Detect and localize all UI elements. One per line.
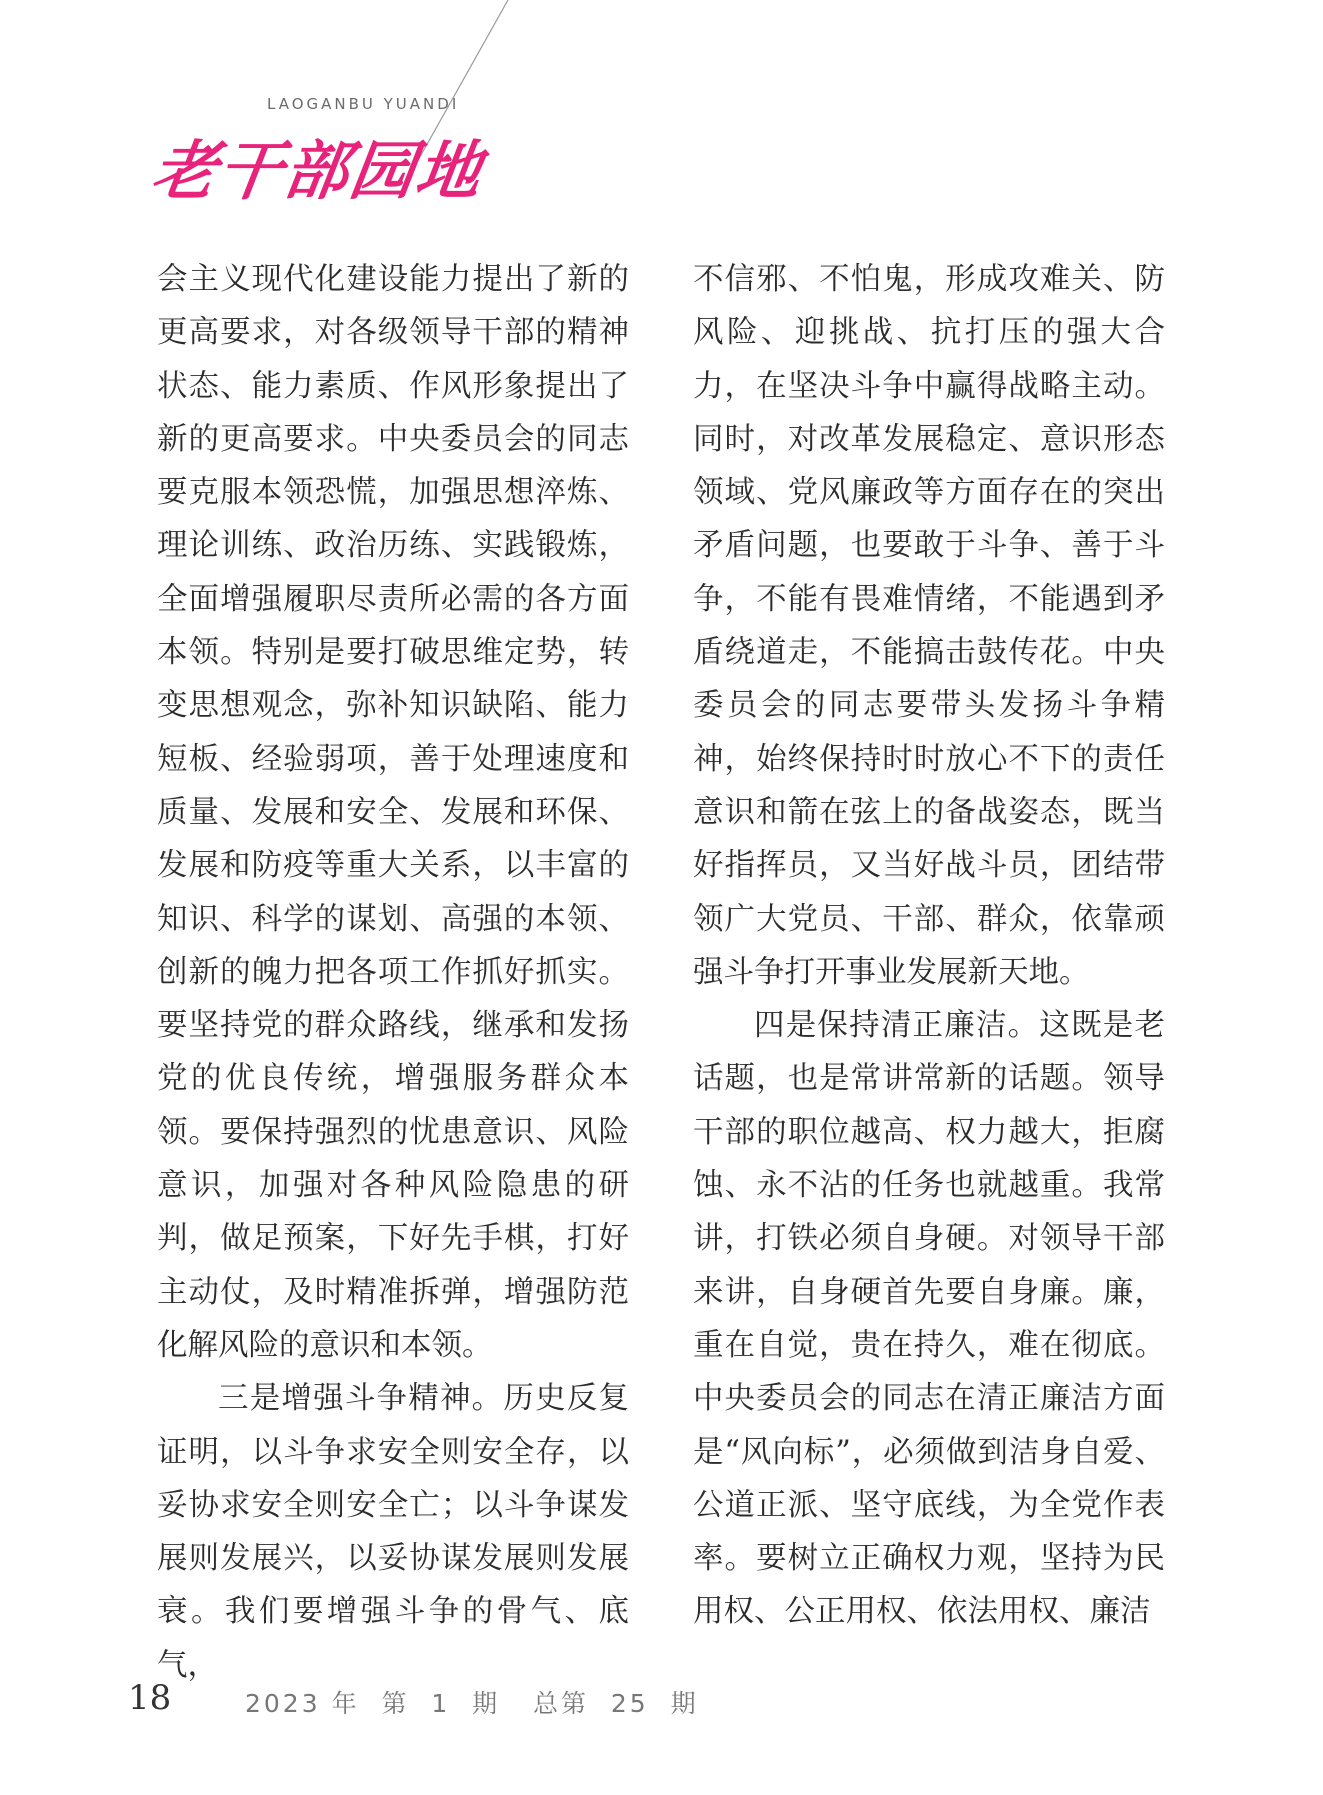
brand-logo-title: 老干部园地	[146, 134, 488, 209]
issue-info: 2023 年 第 1 期 总第 25 期	[245, 1689, 699, 1718]
brand-english-name: LAOGANBU YUANDI	[267, 95, 460, 113]
body-paragraph: 不信邪、不怕鬼，形成攻难关、防风险、迎挑战、抗打压的强大合力，在坚决斗争中赢得战略主动。同时，对改革发展稳定、意识形态领域、党风廉政等方面存在的突出矛盾问题，也要敢于斗争、善于斗争，不能有畏难情绪，不能遇到矛盾绕道走，不能搞击鼓传花。中央委员会的同志要带头发扬斗争精神，始终保持时时放心不下的责任意识和箭在弦上的备战姿态，既当好指挥员，又当好战斗员，团结带领广大党员、干部、群众，依靠顽强斗争打开事业发展新天地。	[693, 262, 1165, 990]
body-paragraph: 三是增强斗争精神。历史反复证明，以斗争求安全则安全存，以妥协求安全则安全亡；以斗争谋发展则发展兴，以妥协谋发展则发展衰。我们要增强斗争的骨气、底气，	[157, 1381, 629, 1683]
left-text-column	[157, 253, 629, 1692]
body-paragraph: 四是保持清正廉洁。这既是老话题，也是常讲常新的话题。领导干部的职位越高、权力越大，拒腐蚀、永不沾的任务也就越重。我常讲，打铁必须自身硬。对领导干部来讲，自身硬首先要自身廉。廉，重在自觉，贵在持久，难在彻底。中央委员会的同志在清正廉洁方面是“风向标”，必须做到洁身自爱、公道正派、坚守底线，为全党作表率。要树立正确权力观，坚持为民用权、公正用权、依法用权、廉洁	[693, 1008, 1165, 1630]
right-text-column	[693, 253, 1165, 1639]
body-paragraph: 会主义现代化建设能力提出了新的更高要求，对各级领导干部的精神状态、能力素质、作风形象提出了新的更高要求。中央委员会的同志要克服本领恐慌，加强思想淬炼、理论训练、政治历练、实践锻炼，全面增强履职尽责所必需的各方面本领。特别是要打破思维定势，转变思想观念，弥补知识缺陷、能力短板、经验弱项，善于处理速度和质量、发展和安全、发展和环保、发展和防疫等重大关系，以丰富的知识、科学的谋划、高强的本领、创新的魄力把各项工作抓好抓实。要坚持党的群众路线，继承和发扬党的优良传统，增强服务群众本领。要保持强烈的忧患意识、风险意识，加强对各种风险隐患的研判，做足预案，下好先手棋，打好主动仗，及时精准拆弹，增强防范化解风险的意识和本领。	[157, 262, 629, 1363]
page-number: 18	[128, 1678, 172, 1718]
